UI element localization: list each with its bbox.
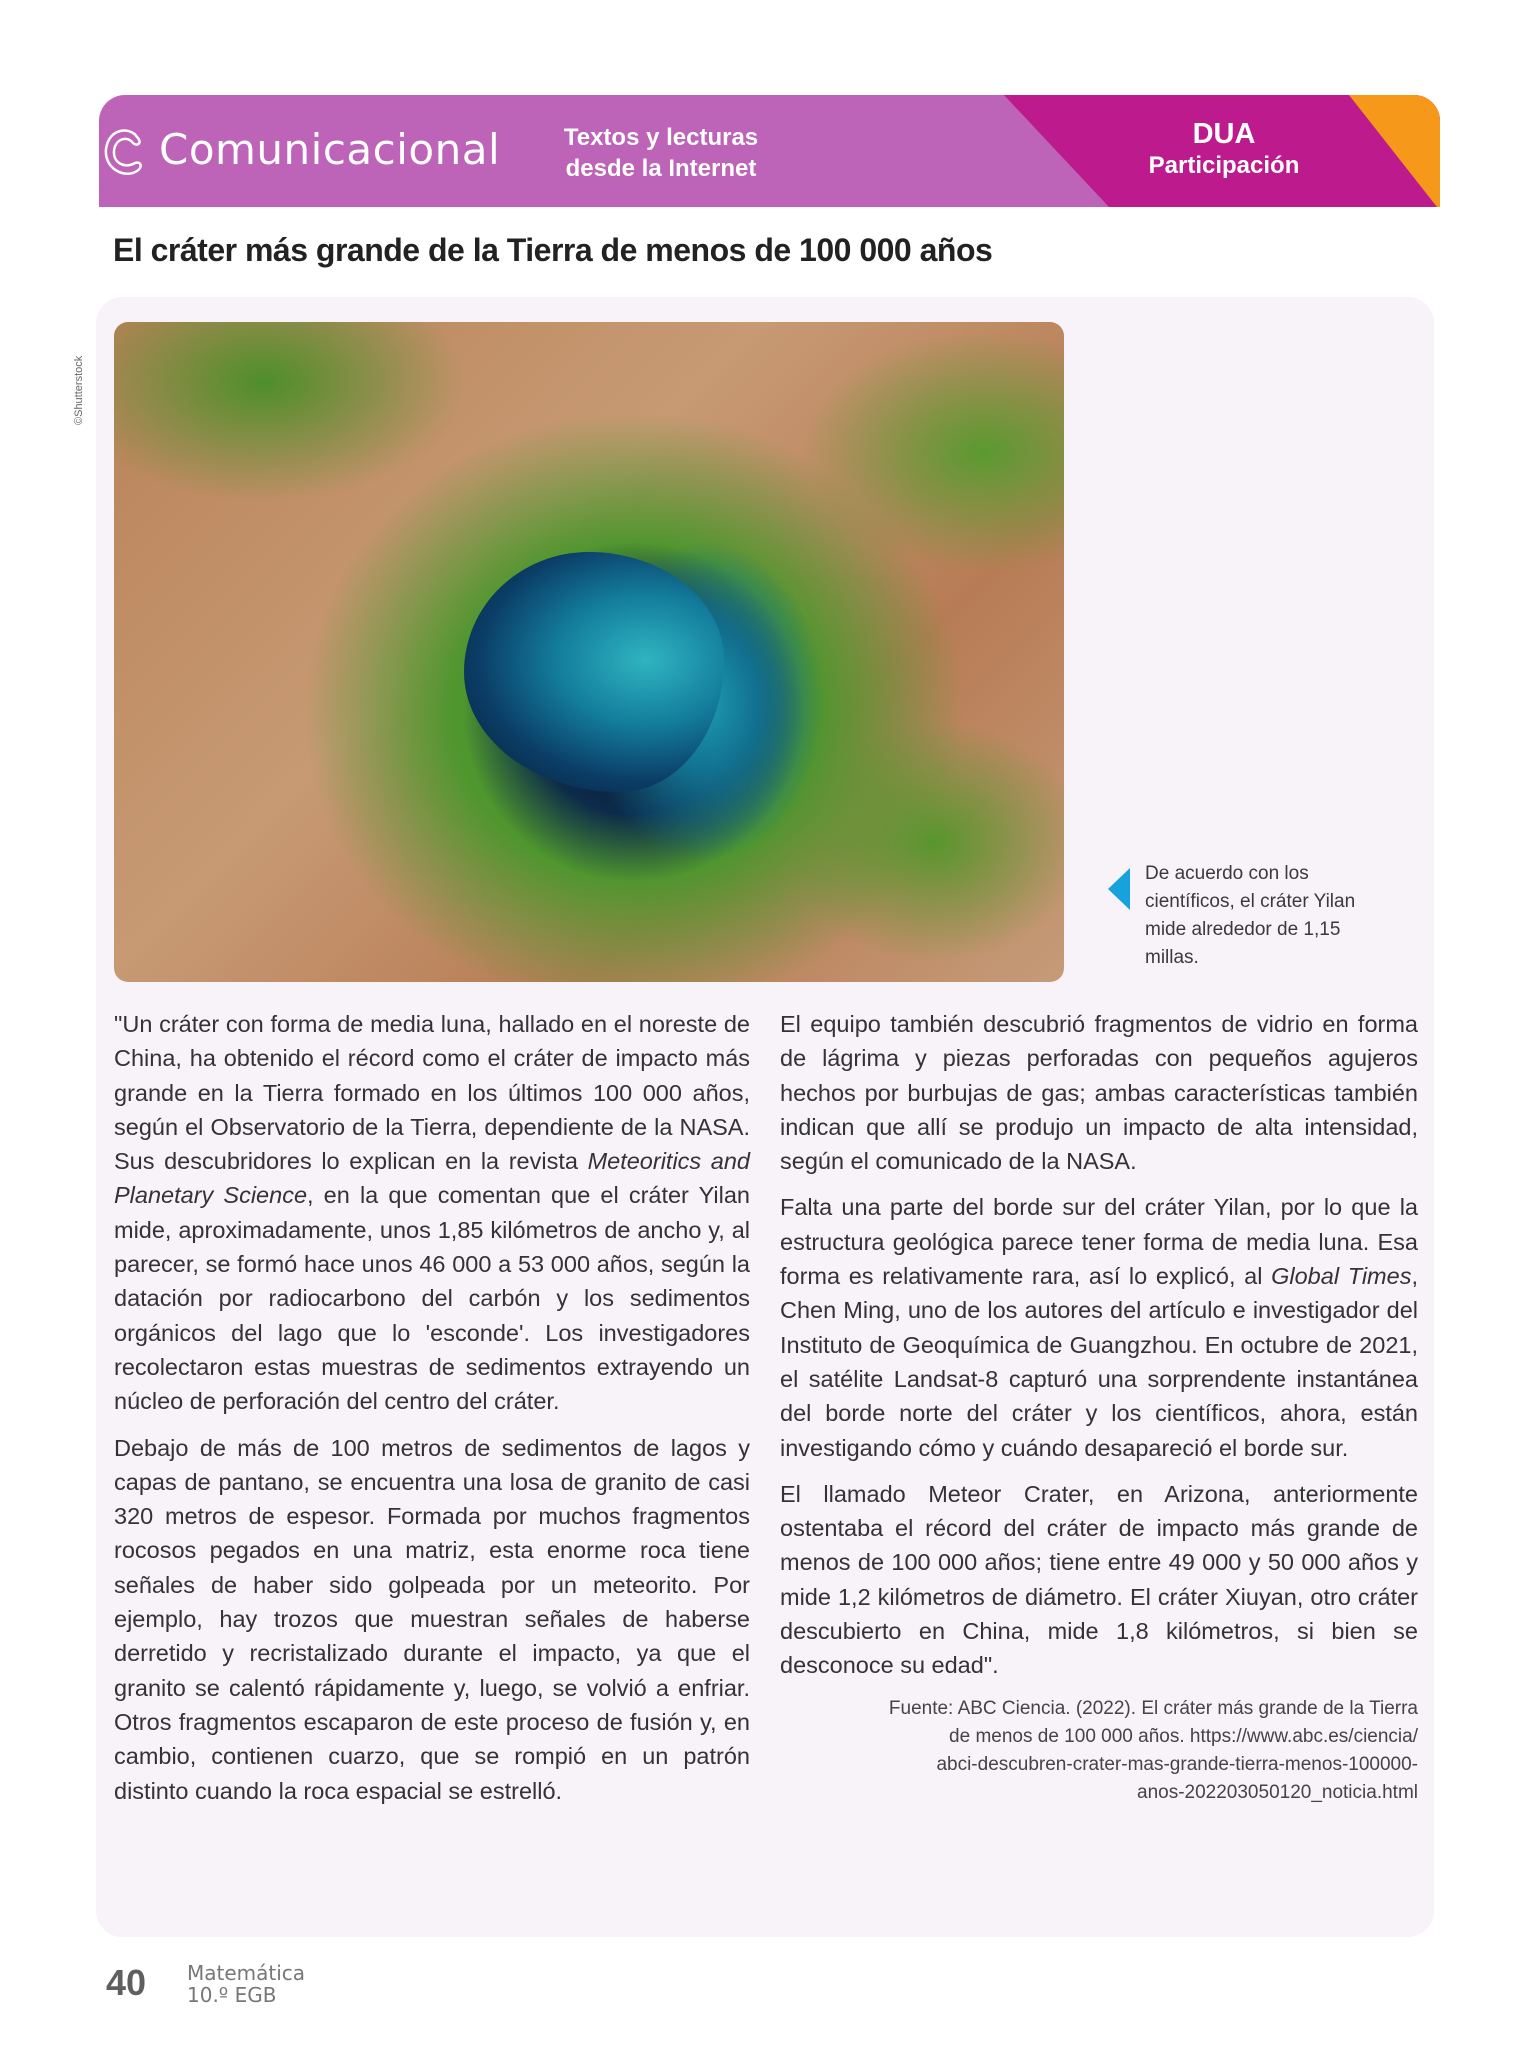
crater-photo [114, 322, 1064, 982]
dua-title: DUA [1192, 118, 1256, 150]
caption-pointer-icon [1108, 868, 1130, 910]
section-header-banner [99, 95, 1440, 207]
page-title: El cráter más grande de la Tierra de menos de 100 000 años [113, 232, 993, 268]
article-column-left [114, 1007, 750, 1820]
section-subtitle [551, 122, 771, 184]
footer-subject [187, 1962, 305, 2006]
subject-name: Matemática [187, 1961, 306, 1985]
grade-level: 10.º EGB [187, 1983, 277, 2007]
comunicacional-logo-icon [101, 123, 147, 181]
page-number: 40 [106, 1962, 147, 2003]
source-line: de menos de 100 000 años. https://www.abc.es/ciencia/ [949, 1725, 1418, 1747]
paragraph-text: Falta una parte del borde sur del cráter Yilan, por lo que la estructura geológica parece tener forma de media luna. Esa forma es relativamente rara, así lo explicó, al [780, 1194, 1418, 1290]
section-title: Comunicacional [159, 125, 501, 174]
dua-badge [1109, 117, 1339, 181]
article-column-right [780, 1007, 1418, 1807]
paragraph: El equipo también descubrió fragmentos de vidrio en forma de lágrima y piezas perforadas con pequeños agujeros hechos por burbujas de gas; ambas características también indican que allí se produjo un impacto de alta intensidad, según el comunicado de la NASA. [780, 1011, 1418, 1175]
source-citation [780, 1695, 1418, 1807]
paragraph-text: , Chen Ming, uno de los autores del artículo e investigador del Instituto de Geoquímica de Guangzhou. En octubre de 2021, el satélite Landsat-8 capturó una sorprendente instantánea del borde norte del cráter y los científicos, ahora, están investigando cómo y cuándo desapareció el borde sur. [780, 1263, 1418, 1461]
section-subtitle-line1: Textos y lecturas [563, 124, 759, 151]
paragraph [780, 1190, 1418, 1464]
paragraph: Debajo de más de 100 metros de sedimentos de lagos y capas de pantano, se encuentra una losa de granito de casi 320 metros de espesor. Formada por muchos fragmentos rocosos pegados en una matriz, esta enorme roca tiene señales de haber sido golpeada por un meteorito. Por ejemplo, hay trozos que muestran señales de haberse derretido y recristalizado durante el impacto, ya que el granito se calentó rápidamente y, luego, se volvió a enfriar. Otros fragmentos escaparon de este proceso de fusión y, en cambio, contienen cuarzo, que se rompió en un patrón distinto cuando la roca espacial se estrelló. [114, 1434, 750, 1804]
paragraph: El llamado Meteor Crater, en Arizona, anteriormente ostentaba el récord del cráter de impacto más grande de menos de 100 000 años; tiene entre 49 000 y 50 000 años y mide 1,2 kilómetros de diámetro. El cráter Xiuyan, otro cráter descubierto en China, mide 1,8 kilómetros, si bien se desconoce su edad". [780, 1480, 1418, 1679]
journal-name: Meteoritics and Planetary Science [114, 1148, 750, 1209]
dua-subtitle: Participación [1148, 152, 1300, 179]
caption-text: De acuerdo con los científicos, el cráter Yilan mide alrededor de 1,15 millas. [1145, 863, 1356, 968]
paragraph-text: , en la que comentan que el cráter Yilan mide, aproximadamente, unos 1,85 kilómetros de ancho y, al parecer, se formó hace unos 46 000 a 53 000 años, según la datación por radiocarbono del carbón y los sedimentos orgánicos del lago que lo 'esconde'. Los investigadores recolectaron estas muestras de sedimentos extrayendo un núcleo de perforación del centro del cráter. [114, 1182, 750, 1415]
crater-lake [464, 552, 724, 792]
newspaper-name: Global Times [1271, 1263, 1412, 1290]
paragraph-text: "Un cráter con forma de media luna, hallado en el noreste de China, ha obtenido el récord como el cráter de impacto más grande en la Tierra formado en los últimos 100 000 años, según el Observatorio de la Tierra, dependiente de la NASA. Sus descubridores lo explican en la revista [114, 1011, 750, 1175]
source-link[interactable]: anos-202203050120_noticia.html [1137, 1781, 1418, 1803]
photo-credit: ©Shutterstock [73, 355, 85, 425]
source-line: Fuente: ABC Ciencia. (2022). El cráter más grande de la Tierra [888, 1697, 1418, 1719]
source-link[interactable]: abci-descubren-crater-mas-grande-tierra-menos-100000- [936, 1753, 1418, 1775]
paragraph [114, 1007, 750, 1419]
section-subtitle-line2: desde la Internet [565, 155, 757, 182]
